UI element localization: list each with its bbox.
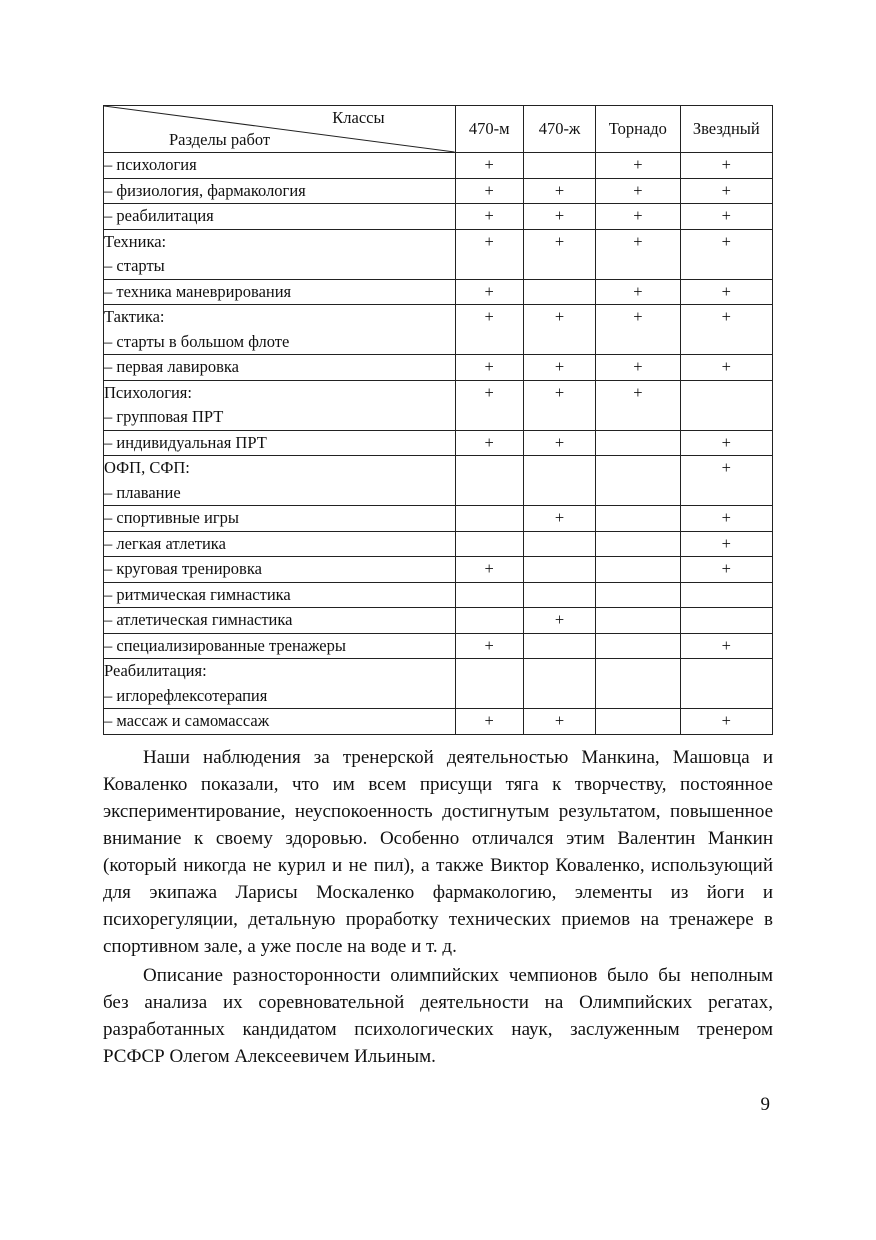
- column-header-470zh: 470-ж: [523, 106, 595, 153]
- mark-cell: [523, 582, 595, 608]
- row-label-line: – массаж и самомассаж: [104, 711, 270, 730]
- table-row: [104, 229, 773, 279]
- mark-cell: [523, 456, 595, 506]
- row-label: [104, 178, 456, 204]
- row-label: [104, 557, 456, 583]
- mark-cell: [596, 709, 680, 735]
- table-row: [104, 279, 773, 305]
- mark-cell: +: [680, 557, 772, 583]
- mark-cell: [455, 456, 523, 506]
- table-row: [104, 380, 773, 430]
- mark-cell: +: [680, 305, 772, 355]
- mark-cell: [523, 279, 595, 305]
- table-row: [104, 305, 773, 355]
- table-row: [104, 531, 773, 557]
- mark-cell: +: [523, 178, 595, 204]
- row-label-line: – специализированные тренажеры: [104, 635, 346, 655]
- mark-cell: +: [596, 279, 680, 305]
- row-label: [104, 430, 456, 456]
- mark-cell: [596, 582, 680, 608]
- mark-cell: +: [680, 633, 772, 659]
- row-label-line: – старты: [104, 256, 165, 275]
- mark-cell: +: [680, 531, 772, 557]
- mark-cell: [523, 153, 595, 179]
- mark-cell: +: [680, 153, 772, 179]
- row-label-line: – легкая атлетика: [104, 533, 226, 553]
- mark-cell: +: [596, 178, 680, 204]
- row-label-line: Реабилитация:: [104, 661, 207, 680]
- column-header-470m: 470-м: [455, 106, 523, 153]
- mark-cell: +: [455, 380, 523, 430]
- mark-cell: +: [455, 355, 523, 381]
- mark-cell: [596, 633, 680, 659]
- mark-cell: +: [455, 633, 523, 659]
- training-sections-table: [103, 105, 773, 735]
- table-row: [104, 178, 773, 204]
- mark-cell: [596, 531, 680, 557]
- row-label: [104, 355, 456, 381]
- table-header-row: [104, 106, 773, 153]
- mark-cell: [523, 633, 595, 659]
- mark-cell: +: [455, 305, 523, 355]
- mark-cell: +: [523, 305, 595, 355]
- table-row: [104, 659, 773, 709]
- row-label-line: – плавание: [104, 482, 181, 502]
- row-label: [104, 279, 456, 305]
- row-label: [104, 709, 456, 735]
- mark-cell: +: [523, 506, 595, 532]
- mark-cell: [455, 608, 523, 634]
- row-label: [104, 582, 456, 608]
- mark-cell: [680, 608, 772, 634]
- table-row: [104, 557, 773, 583]
- mark-cell: +: [455, 178, 523, 204]
- row-label: [104, 633, 456, 659]
- row-label-line: – групповая ПРТ: [104, 407, 224, 426]
- table-row: [104, 582, 773, 608]
- row-label: [104, 153, 456, 179]
- mark-cell: [680, 582, 772, 608]
- table-row: [104, 204, 773, 230]
- mark-cell: +: [596, 380, 680, 430]
- column-header-tornado: Торнадо: [596, 106, 680, 153]
- table-row: [104, 709, 773, 735]
- row-label-line: – психология: [104, 155, 197, 174]
- mark-cell: [523, 531, 595, 557]
- mark-cell: +: [523, 430, 595, 456]
- mark-cell: [455, 659, 523, 709]
- table-row: [104, 506, 773, 532]
- sections-label: Разделы работ: [169, 130, 271, 149]
- mark-cell: +: [523, 355, 595, 381]
- row-label-line: – физиология, фармакология: [104, 180, 306, 200]
- table-row: [104, 355, 773, 381]
- mark-cell: [596, 557, 680, 583]
- page-number: 9: [760, 1094, 770, 1115]
- row-label-line: Психология:: [104, 382, 192, 402]
- mark-cell: +: [455, 153, 523, 179]
- row-label: [104, 456, 456, 506]
- table-row: [104, 608, 773, 634]
- mark-cell: [680, 659, 772, 709]
- table-row: [104, 456, 773, 506]
- row-label: [104, 380, 456, 430]
- mark-cell: +: [680, 506, 772, 532]
- mark-cell: +: [455, 279, 523, 305]
- mark-cell: [596, 430, 680, 456]
- row-label-line: – атлетическая гимнастика: [104, 610, 293, 629]
- row-label: [104, 229, 456, 279]
- mark-cell: +: [596, 355, 680, 381]
- row-label-line: – старты в большом флоте: [104, 331, 290, 351]
- column-header-zvezdny: Звездный: [680, 106, 772, 153]
- mark-cell: +: [455, 430, 523, 456]
- row-label: [104, 659, 456, 709]
- mark-cell: +: [680, 709, 772, 735]
- mark-cell: [455, 531, 523, 557]
- mark-cell: +: [680, 204, 772, 230]
- mark-cell: +: [680, 430, 772, 456]
- mark-cell: +: [455, 709, 523, 735]
- mark-cell: +: [680, 229, 772, 279]
- mark-cell: [596, 608, 680, 634]
- diagonal-divider: [104, 106, 455, 152]
- table-row: [104, 430, 773, 456]
- row-label: [104, 204, 456, 230]
- row-label-line: Техника:: [104, 231, 167, 251]
- mark-cell: +: [455, 229, 523, 279]
- row-label-line: – индивидуальная ПРТ: [104, 432, 267, 452]
- row-label: [104, 305, 456, 355]
- row-label: [104, 506, 456, 532]
- mark-cell: +: [680, 279, 772, 305]
- mark-cell: +: [596, 204, 680, 230]
- row-label-line: – иглорефлексотерапия: [104, 685, 268, 705]
- mark-cell: +: [596, 229, 680, 279]
- mark-cell: [596, 506, 680, 532]
- mark-cell: [523, 557, 595, 583]
- row-label-line: – реабилитация: [104, 206, 214, 225]
- row-label-line: Тактика:: [104, 307, 165, 326]
- mark-cell: +: [680, 178, 772, 204]
- mark-cell: [455, 582, 523, 608]
- row-label: [104, 608, 456, 634]
- mark-cell: +: [455, 557, 523, 583]
- row-label-line: – спортивные игры: [104, 508, 239, 527]
- paragraph: Наши наблюдения за тренерской деятельностью Манкина, Машовца и Коваленко показали, что им всем присущи тяга к творчеству, постоянное экспериментирование, неуспокоенность достигнутым результатом, повышенное внимание к своему здоровью. Особенно отличался этим Валентин Манкин (который никогда не курил и не пил), а также Виктор Коваленко, использующий для экипажа Ларисы Москаленко фармакологию, элементы из йоги и психорегуляции, детальную проработку технических приемов на тренажере в спортивном зале, а уже после на воде и т. д.: [103, 747, 773, 957]
- row-label-line: – первая лавировка: [104, 357, 239, 376]
- table-row: [104, 633, 773, 659]
- mark-cell: [523, 659, 595, 709]
- row-label-line: – круговая тренировка: [104, 559, 262, 578]
- mark-cell: [596, 456, 680, 506]
- mark-cell: +: [523, 608, 595, 634]
- mark-cell: +: [680, 456, 772, 506]
- mark-cell: +: [596, 305, 680, 355]
- table-row: [104, 153, 773, 179]
- row-label-line: – ритмическая гимнастика: [104, 584, 291, 604]
- mark-cell: +: [596, 153, 680, 179]
- paragraph: Описание разносторонности олимпийских чемпионов было бы неполным без анализа их соревновательной деятельности на Олимпийских регатах, разработанных кандидатом психологических наук, заслуженным тренером РСФСР Олегом Алексеевичем Ильиным.: [103, 965, 773, 1067]
- mark-cell: +: [523, 380, 595, 430]
- mark-cell: +: [523, 709, 595, 735]
- row-label: [104, 531, 456, 557]
- mark-cell: +: [455, 204, 523, 230]
- table-body: [104, 153, 773, 735]
- mark-cell: [596, 659, 680, 709]
- mark-cell: [455, 506, 523, 532]
- mark-cell: +: [523, 229, 595, 279]
- diagonal-header-cell: [104, 106, 456, 153]
- mark-cell: [680, 380, 772, 430]
- mark-cell: +: [523, 204, 595, 230]
- mark-cell: +: [680, 355, 772, 381]
- row-label-line: ОФП, СФП:: [104, 458, 190, 477]
- body-text: [103, 744, 773, 1072]
- row-label-line: – техника маневрирования: [104, 281, 292, 301]
- classes-label: Классы: [332, 108, 385, 127]
